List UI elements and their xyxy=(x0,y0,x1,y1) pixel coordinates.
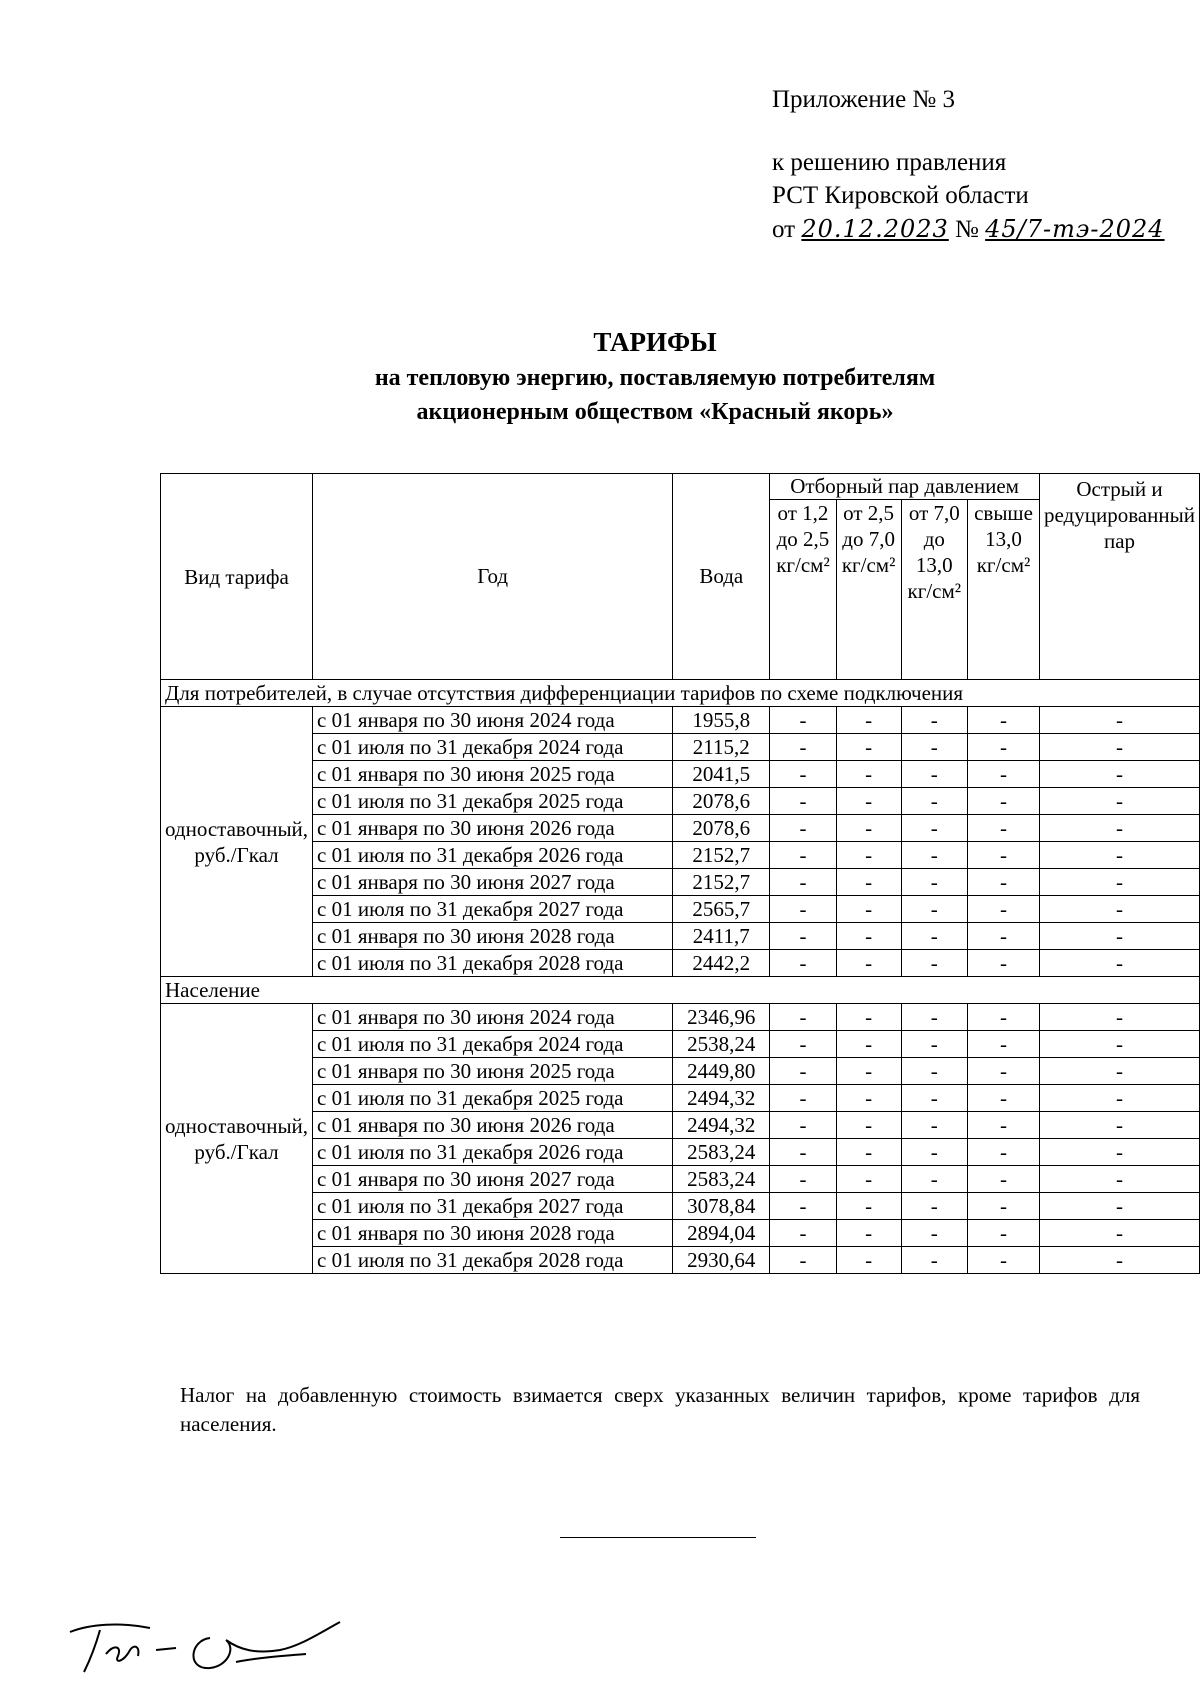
period-cell: с 01 июля по 31 декабря 2025 года xyxy=(313,788,673,815)
water-value-cell: 2152,7 xyxy=(673,869,770,896)
section-title: Население xyxy=(161,977,1200,1004)
period-cell: с 01 июля по 31 декабря 2026 года xyxy=(313,1139,673,1166)
steam-value-cell: - xyxy=(901,734,968,761)
steam-value-cell: - xyxy=(770,1004,836,1031)
steam-value-cell: - xyxy=(1039,1085,1199,1112)
water-value-cell: 2115,2 xyxy=(673,734,770,761)
steam-value-cell: - xyxy=(968,1220,1040,1247)
steam-value-cell: - xyxy=(770,842,836,869)
steam-value-cell: - xyxy=(901,761,968,788)
steam-value-cell: - xyxy=(770,1166,836,1193)
steam-value-cell: - xyxy=(968,1247,1040,1274)
period-cell: с 01 июля по 31 декабря 2028 года xyxy=(313,950,673,977)
steam-value-cell: - xyxy=(968,788,1040,815)
table-row xyxy=(161,1058,1200,1085)
steam-value-cell: - xyxy=(968,1004,1040,1031)
steam-value-cell: - xyxy=(1039,1247,1199,1274)
document-subtitle-2: акционерным обществом «Красный якорь» xyxy=(416,399,894,425)
water-value-cell: 2538,24 xyxy=(673,1031,770,1058)
steam-value-cell: - xyxy=(968,1085,1040,1112)
steam-value-cell: - xyxy=(1039,950,1199,977)
steam-value-cell: - xyxy=(1039,1166,1199,1193)
water-value-cell: 2078,6 xyxy=(673,788,770,815)
period-cell: с 01 января по 30 июня 2028 года xyxy=(313,1220,673,1247)
separator-line xyxy=(560,1537,756,1538)
tariff-type-cell: одноставочный, руб./Гкал xyxy=(161,707,313,977)
steam-value-cell: - xyxy=(968,761,1040,788)
water-value-cell: 2442,2 xyxy=(673,950,770,977)
steam-value-cell: - xyxy=(901,1058,968,1085)
steam-value-cell: - xyxy=(770,1193,836,1220)
table-row xyxy=(161,707,1200,734)
table-row xyxy=(161,761,1200,788)
steam-value-cell: - xyxy=(901,1166,968,1193)
steam-value-cell: - xyxy=(901,923,968,950)
steam-value-cell: - xyxy=(836,923,901,950)
header-steam-4: свыше 13,0 кг/см² xyxy=(968,500,1040,680)
steam-value-cell: - xyxy=(901,1220,968,1247)
steam-value-cell: - xyxy=(901,1112,968,1139)
water-value-cell: 2411,7 xyxy=(673,923,770,950)
steam-value-cell: - xyxy=(968,1031,1040,1058)
steam-value-cell: - xyxy=(901,842,968,869)
header-sharp-steam: Острый и редуцированный пар xyxy=(1039,474,1199,680)
period-cell: с 01 июля по 31 декабря 2028 года xyxy=(313,1247,673,1274)
period-cell: с 01 января по 30 июня 2026 года xyxy=(313,815,673,842)
steam-value-cell: - xyxy=(836,896,901,923)
period-cell: с 01 июля по 31 декабря 2026 года xyxy=(313,842,673,869)
steam-value-cell: - xyxy=(968,1112,1040,1139)
header-water: Вода xyxy=(673,474,770,680)
steam-value-cell: - xyxy=(901,707,968,734)
steam-value-cell: - xyxy=(968,896,1040,923)
period-cell: с 01 июля по 31 декабря 2025 года xyxy=(313,1085,673,1112)
table-header-row xyxy=(161,474,1200,500)
steam-value-cell: - xyxy=(968,815,1040,842)
period-cell: с 01 января по 30 июня 2024 года xyxy=(313,1004,673,1031)
steam-value-cell: - xyxy=(770,788,836,815)
steam-value-cell: - xyxy=(1039,761,1199,788)
steam-value-cell: - xyxy=(1039,923,1199,950)
steam-value-cell: - xyxy=(1039,1193,1199,1220)
steam-value-cell: - xyxy=(836,788,901,815)
decision-line-1: к решению правления xyxy=(772,149,1007,176)
steam-value-cell: - xyxy=(836,1139,901,1166)
header-steam-2: от 2,5 до 7,0 кг/см² xyxy=(836,500,901,680)
handwritten-number: 45/7-тэ-2024 xyxy=(985,215,1165,243)
appendix-number: Приложение № 3 xyxy=(772,86,956,113)
steam-value-cell: - xyxy=(1039,707,1199,734)
water-value-cell: 2565,7 xyxy=(673,896,770,923)
water-value-cell: 2494,32 xyxy=(673,1085,770,1112)
water-value-cell: 2152,7 xyxy=(673,842,770,869)
from-label: от xyxy=(772,216,796,243)
steam-value-cell: - xyxy=(836,1031,901,1058)
table-row xyxy=(161,1193,1200,1220)
water-value-cell: 2894,04 xyxy=(673,1220,770,1247)
steam-value-cell: - xyxy=(770,1058,836,1085)
steam-value-cell: - xyxy=(901,1031,968,1058)
steam-value-cell: - xyxy=(1039,1004,1199,1031)
water-value-cell: 2930,64 xyxy=(673,1247,770,1274)
period-cell: с 01 января по 30 июня 2028 года xyxy=(313,923,673,950)
period-cell: с 01 июля по 31 декабря 2027 года xyxy=(313,1193,673,1220)
number-label: № xyxy=(955,216,979,243)
water-value-cell: 2346,96 xyxy=(673,1004,770,1031)
period-cell: с 01 июля по 31 декабря 2024 года xyxy=(313,1031,673,1058)
steam-value-cell: - xyxy=(836,950,901,977)
steam-value-cell: - xyxy=(1039,788,1199,815)
water-value-cell: 2078,6 xyxy=(673,815,770,842)
steam-value-cell: - xyxy=(770,1139,836,1166)
steam-value-cell: - xyxy=(770,896,836,923)
table-row xyxy=(161,1247,1200,1274)
steam-value-cell: - xyxy=(968,734,1040,761)
steam-value-cell: - xyxy=(836,1193,901,1220)
steam-value-cell: - xyxy=(770,869,836,896)
steam-value-cell: - xyxy=(1039,734,1199,761)
steam-value-cell: - xyxy=(901,1193,968,1220)
header-year: Год xyxy=(313,474,673,680)
header-tariff-kind: Вид тарифа xyxy=(161,474,313,680)
steam-value-cell: - xyxy=(770,1112,836,1139)
table-row xyxy=(161,1112,1200,1139)
water-value-cell: 3078,84 xyxy=(673,1193,770,1220)
table-row xyxy=(161,1085,1200,1112)
steam-value-cell: - xyxy=(836,1166,901,1193)
steam-value-cell: - xyxy=(836,1058,901,1085)
section-header-row xyxy=(161,680,1200,707)
steam-value-cell: - xyxy=(901,815,968,842)
table-row xyxy=(161,788,1200,815)
table-row xyxy=(161,842,1200,869)
table-row xyxy=(161,923,1200,950)
steam-value-cell: - xyxy=(770,950,836,977)
water-value-cell: 2041,5 xyxy=(673,761,770,788)
steam-value-cell: - xyxy=(836,1220,901,1247)
header-steam-group: Отборный пар давлением xyxy=(770,474,1040,500)
steam-value-cell: - xyxy=(901,950,968,977)
steam-value-cell: - xyxy=(901,788,968,815)
steam-value-cell: - xyxy=(770,1247,836,1274)
steam-value-cell: - xyxy=(836,1004,901,1031)
water-value-cell: 2449,80 xyxy=(673,1058,770,1085)
steam-value-cell: - xyxy=(836,869,901,896)
water-value-cell: 2583,24 xyxy=(673,1139,770,1166)
steam-value-cell: - xyxy=(770,734,836,761)
steam-value-cell: - xyxy=(836,1112,901,1139)
section-title: Для потребителей, в случае отсутствия дифференциации тарифов по схеме подключения xyxy=(161,680,1200,707)
steam-value-cell: - xyxy=(770,923,836,950)
period-cell: с 01 июля по 31 декабря 2027 года xyxy=(313,896,673,923)
water-value-cell: 1955,8 xyxy=(673,707,770,734)
decision-line-2: РСТ Кировской области xyxy=(772,182,1029,209)
steam-value-cell: - xyxy=(968,842,1040,869)
table-row xyxy=(161,815,1200,842)
steam-value-cell: - xyxy=(901,1085,968,1112)
steam-value-cell: - xyxy=(836,1247,901,1274)
table-row xyxy=(161,1166,1200,1193)
steam-value-cell: - xyxy=(836,707,901,734)
steam-value-cell: - xyxy=(1039,1220,1199,1247)
steam-value-cell: - xyxy=(1039,1058,1199,1085)
steam-value-cell: - xyxy=(836,1085,901,1112)
period-cell: с 01 января по 30 июня 2025 года xyxy=(313,761,673,788)
handwritten-date: 20.12.2023 xyxy=(801,215,949,243)
header-steam-3: от 7,0 до 13,0 кг/см² xyxy=(901,500,968,680)
period-cell: с 01 января по 30 июня 2027 года xyxy=(313,869,673,896)
steam-value-cell: - xyxy=(968,1058,1040,1085)
tariff-type-cell: одноставочный, руб./Гкал xyxy=(161,1004,313,1274)
steam-value-cell: - xyxy=(901,896,968,923)
steam-value-cell: - xyxy=(770,1220,836,1247)
steam-value-cell: - xyxy=(836,815,901,842)
table-row xyxy=(161,1031,1200,1058)
steam-value-cell: - xyxy=(1039,842,1199,869)
document-title: ТАРИФЫ xyxy=(593,327,717,357)
steam-value-cell: - xyxy=(770,761,836,788)
steam-value-cell: - xyxy=(901,869,968,896)
table-row xyxy=(161,896,1200,923)
vat-footnote: Налог на добавленную стоимость взимается сверх указанных величин тарифов, кроме тарифов для населения. xyxy=(180,1383,1140,1436)
table-row xyxy=(161,1004,1200,1031)
water-value-cell: 2494,32 xyxy=(673,1112,770,1139)
header-steam-1: от 1,2 до 2,5 кг/см² xyxy=(770,500,836,680)
steam-value-cell: - xyxy=(836,761,901,788)
steam-value-cell: - xyxy=(770,815,836,842)
steam-value-cell: - xyxy=(901,1139,968,1166)
steam-value-cell: - xyxy=(901,1004,968,1031)
steam-value-cell: - xyxy=(1039,815,1199,842)
steam-value-cell: - xyxy=(1039,1031,1199,1058)
steam-value-cell: - xyxy=(968,1193,1040,1220)
steam-value-cell: - xyxy=(1039,896,1199,923)
signature-mark xyxy=(60,1610,380,1680)
document-subtitle-1: на тепловую энергию, поставляемую потребителям xyxy=(374,365,936,391)
table-row xyxy=(161,1139,1200,1166)
water-value-cell: 2583,24 xyxy=(673,1166,770,1193)
steam-value-cell: - xyxy=(836,734,901,761)
steam-value-cell: - xyxy=(968,923,1040,950)
steam-value-cell: - xyxy=(901,1247,968,1274)
table-row xyxy=(161,950,1200,977)
period-cell: с 01 января по 30 июня 2024 года xyxy=(313,707,673,734)
table-row xyxy=(161,1220,1200,1247)
steam-value-cell: - xyxy=(968,1139,1040,1166)
steam-value-cell: - xyxy=(1039,1139,1199,1166)
steam-value-cell: - xyxy=(1039,1112,1199,1139)
steam-value-cell: - xyxy=(770,1085,836,1112)
tariff-table xyxy=(160,473,1200,1274)
decision-date-line xyxy=(772,213,1165,246)
steam-value-cell: - xyxy=(968,1166,1040,1193)
table-row xyxy=(161,869,1200,896)
period-cell: с 01 января по 30 июня 2027 года xyxy=(313,1166,673,1193)
period-cell: с 01 января по 30 июня 2025 года xyxy=(313,1058,673,1085)
steam-value-cell: - xyxy=(836,842,901,869)
period-cell: с 01 января по 30 июня 2026 года xyxy=(313,1112,673,1139)
steam-value-cell: - xyxy=(968,950,1040,977)
period-cell: с 01 июля по 31 декабря 2024 года xyxy=(313,734,673,761)
steam-value-cell: - xyxy=(770,707,836,734)
section-header-row xyxy=(161,977,1200,1004)
steam-value-cell: - xyxy=(968,707,1040,734)
steam-value-cell: - xyxy=(968,869,1040,896)
steam-value-cell: - xyxy=(770,1031,836,1058)
steam-value-cell: - xyxy=(1039,869,1199,896)
table-row xyxy=(161,734,1200,761)
